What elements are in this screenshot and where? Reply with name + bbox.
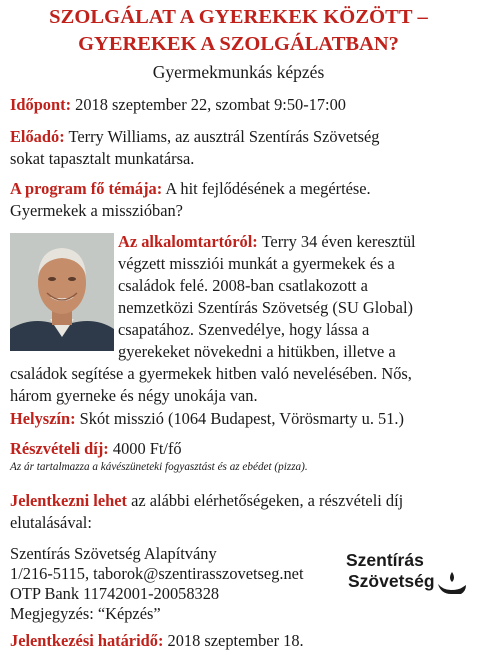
bio-label: Az alkalomtartóról: — [118, 232, 258, 251]
fee-value: 4000 Ft/fő — [112, 439, 182, 458]
deadline-value: 2018 szeptember 18. — [167, 631, 304, 650]
time-label: Időpont: — [10, 95, 72, 114]
lamp-icon — [437, 570, 467, 598]
speaker-label: Előadó: — [10, 127, 65, 146]
venue-label: Helyszín: — [10, 409, 76, 428]
fee-note: Az ár tartalmazza a kávészüneteki fogyasztást és az ebédet (pizza). — [10, 461, 308, 473]
fee-section — [10, 438, 468, 460]
bio-line-6: gyerekeket növekedni a hitükben, illetve a — [118, 342, 396, 361]
speaker-section — [10, 126, 468, 170]
deadline-section — [10, 630, 468, 652]
speaker-line-2: sokat tapasztalt munkatársa. — [10, 149, 195, 168]
theme-line-1: A hit fejlődésének a megértése. — [165, 179, 371, 198]
logo-word-2: Szövetség — [348, 571, 435, 591]
theme-label: A program fő témája: — [10, 179, 163, 198]
time-value: 2018 szeptember 22, szombat 9:50-17:00 — [75, 95, 347, 114]
speaker-photo — [10, 233, 114, 351]
bio-line-4: nemzetközi Szentírás Szövetség (SU Global) — [118, 298, 413, 317]
page-title-line-2: GYEREKEK A SZOLGÁLATBAN? — [78, 33, 399, 55]
contact-org: Szentírás Szövetség Alapítvány — [10, 544, 217, 563]
bio-line-8: három gyerneke és négy unokája van. — [10, 386, 258, 405]
logo-word-1: Szentírás — [346, 550, 424, 570]
apply-line-1: az alábbi elérhetőségeken, a részvételi díj — [131, 491, 404, 510]
bio-line-3: családok felé. 2008-ban csatlakozott a — [118, 276, 368, 295]
page-title-line-1: SZOLGÁLAT A GYEREKEK KÖZÖTT – — [49, 6, 428, 28]
fee-label: Részvételi díj: — [10, 439, 109, 458]
apply-section — [10, 490, 468, 534]
bio-line-2: végzett missziói munkát a gyermekek és a — [118, 254, 395, 273]
bio-line-1: Terry 34 éven keresztül — [261, 232, 416, 251]
deadline-label: Jelentkezési határidő: — [10, 631, 164, 650]
contact-phone-email[interactable]: 1/216-5115, taborok@szentirasszovetseg.net — [10, 564, 304, 583]
bio-line-5: csapatához. Szenvedélye, hogy lássa a — [118, 320, 370, 339]
contact-block — [10, 544, 350, 624]
apply-line-2: elutalásával: — [10, 513, 92, 532]
bio-line-7: családok segítése a gyermekek hitben való nevelésében. Nős, — [10, 364, 412, 383]
contact-bank: OTP Bank 11742001-20058328 — [10, 584, 220, 603]
organization-logo — [346, 550, 471, 606]
bio-section — [118, 231, 468, 363]
contact-remark: Megjegyzés: “Képzés” — [10, 604, 161, 623]
theme-section — [10, 178, 468, 222]
venue-section — [10, 408, 468, 430]
speaker-line-1: Terry Williams, az ausztrál Szentírás Szövetség — [68, 127, 380, 146]
theme-line-2: Gyermekek a misszióban? — [10, 201, 183, 220]
apply-label: Jelentkezni lehet — [10, 491, 127, 510]
page-subtitle: Gyermekmunkás képzés — [152, 62, 325, 82]
bio-continued — [10, 363, 468, 407]
venue-value: Skót misszió (1064 Budapest, Vörösmarty u. 51.) — [79, 409, 404, 428]
time-section — [10, 94, 468, 116]
